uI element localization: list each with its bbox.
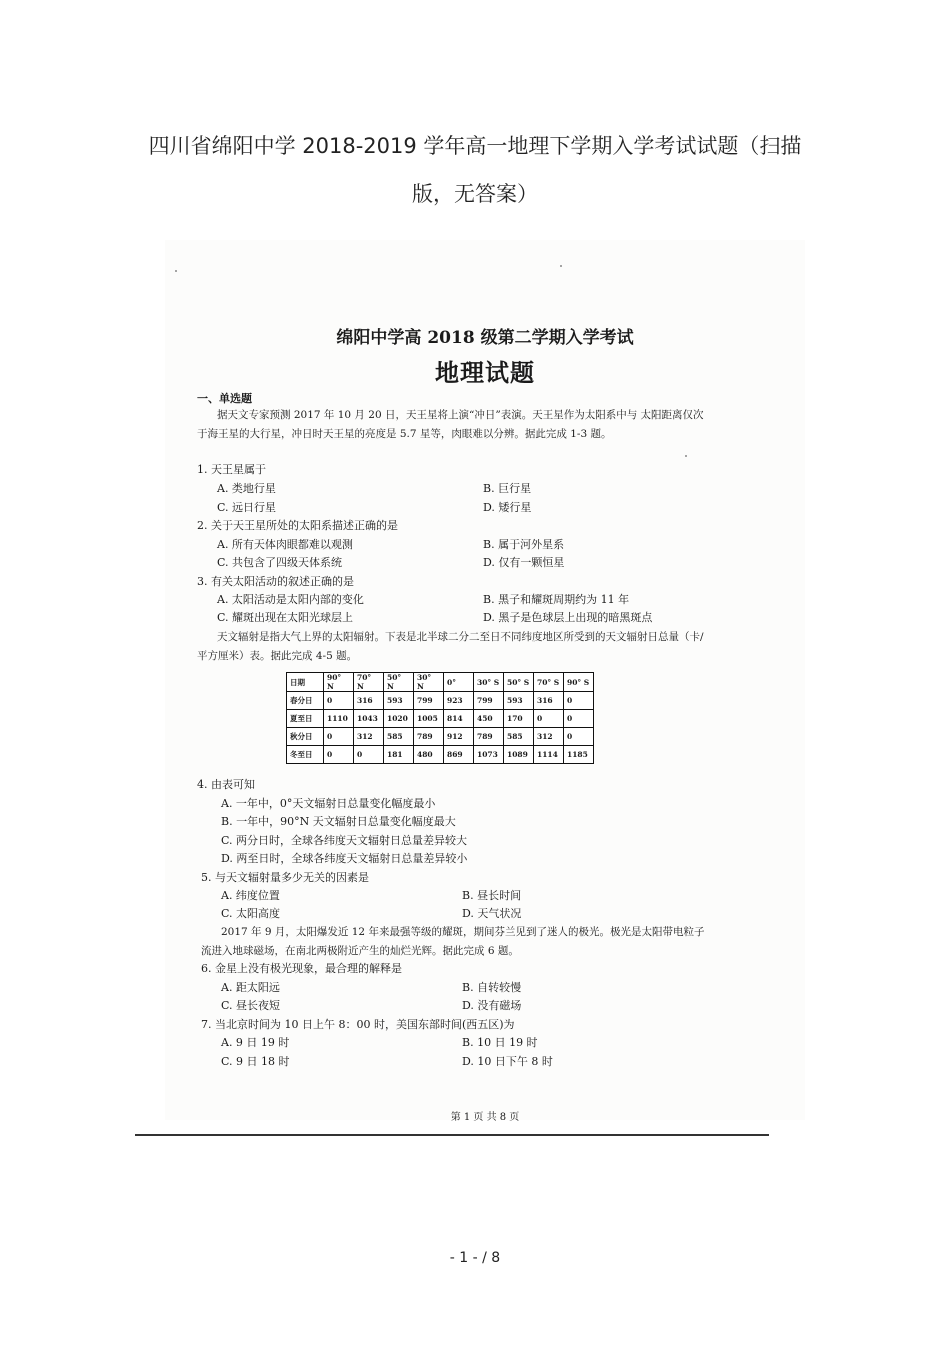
q5-option-b: B. 昼长时间	[462, 889, 522, 902]
table-header-cell: 70° S	[534, 673, 564, 692]
table-cell: 923	[444, 692, 474, 710]
q3-option-c: C. 耀斑出现在太阳光球层上	[217, 611, 354, 624]
q3-option-b: B. 黑子和耀斑周期约为 11 年	[483, 593, 630, 606]
radiation-table	[286, 672, 594, 764]
q4-option-a: A. 一年中，0°天文辐射日总量变化幅度最小	[221, 797, 436, 810]
table-cell: 450	[474, 710, 504, 728]
table-header-cell: 0°	[444, 673, 474, 692]
q7-option-c: C. 9 日 18 时	[221, 1055, 290, 1068]
table-header-cell: 日期	[287, 673, 324, 692]
scan-speck	[175, 270, 177, 272]
table-row	[287, 692, 594, 710]
q6-option-a: A. 距太阳远	[221, 981, 280, 994]
table-header-cell: 50° N	[384, 673, 414, 692]
q1-option-c: C. 远日行星	[217, 501, 277, 514]
table-header-cell: 30° N	[414, 673, 444, 692]
q5-stem: 5. 与天文辐射量多少无关的因素是	[201, 871, 369, 884]
table-cell: 170	[504, 710, 534, 728]
q1-option-b: B. 巨行星	[483, 482, 532, 495]
q2-option-b: B. 属于河外星系	[483, 538, 565, 551]
table-cell: 1114	[534, 746, 564, 764]
q4-stem: 4. 由表可知	[197, 778, 255, 791]
document-title-line1: 四川省绵阳中学 2018-2019 学年高一地理下学期入学考试试题（扫描	[148, 134, 802, 158]
q3-option-d: D. 黑子是色球层上出现的暗黑斑点	[483, 611, 653, 624]
table-cell: 1185	[564, 746, 594, 764]
table-cell: 799	[474, 692, 504, 710]
table-cell: 0	[534, 710, 564, 728]
exam-page-footer: 第 1 页 共 8 页	[450, 1112, 520, 1123]
q7-option-a: A. 9 日 19 时	[221, 1036, 290, 1049]
table-cell: 0	[324, 692, 354, 710]
table-cell: 789	[414, 728, 444, 746]
document-title	[120, 122, 830, 218]
q4-option-d: D. 两至日时，全球各纬度天文辐射日总量差异较小	[221, 852, 468, 865]
exam-school-title: 绵阳中学高 2018 级第二学期入学考试	[336, 328, 634, 348]
table-cell: 夏至日	[287, 710, 324, 728]
table-cell: 593	[504, 692, 534, 710]
page-number: - 1 - / 8	[449, 1250, 501, 1266]
table-cell: 312	[354, 728, 384, 746]
table-header-cell: 50° S	[504, 673, 534, 692]
table-header-cell: 90° N	[324, 673, 354, 692]
table-cell: 1089	[504, 746, 534, 764]
exam-subject-title: 地理试题	[435, 358, 535, 387]
table-cell: 0	[324, 728, 354, 746]
q2-option-a: A. 所有天体肉眼都难以观测	[217, 538, 353, 551]
q3-stem: 3. 有关太阳活动的叙述正确的是	[197, 575, 354, 588]
q2-option-c: C. 共包含了四级天体系统	[217, 556, 343, 569]
scan-speck	[560, 265, 562, 267]
table-cell: 0	[324, 746, 354, 764]
table-cell: 181	[384, 746, 414, 764]
scan-speck	[685, 455, 687, 457]
table-cell: 585	[504, 728, 534, 746]
table-cell: 789	[474, 728, 504, 746]
q7-option-d: D. 10 日下午 8 时	[462, 1055, 553, 1068]
table-cell: 0	[564, 692, 594, 710]
table-cell: 1005	[414, 710, 444, 728]
table-header-row	[287, 673, 594, 692]
table-cell: 秋分日	[287, 728, 324, 746]
table-cell: 585	[384, 728, 414, 746]
q5-option-c: C. 太阳高度	[221, 907, 281, 920]
table-cell: 0	[564, 728, 594, 746]
table-cell: 316	[354, 692, 384, 710]
table-header-cell: 90° S	[564, 673, 594, 692]
document-title-line2: 版，无答案）	[412, 182, 538, 206]
q6-option-b: B. 自转较慢	[462, 981, 522, 994]
intro-passage-1: 据天文专家预测 2017 年 10 月 20 日，天王星将上演“冲日”表演。天王星作为太阳系中与 太阳距离仅次于海王星的大行星，冲日时天王星的亮度是 5.7 星等，肉眼难以分辨。据此完成 1-3 题。	[197, 409, 704, 440]
q1-stem: 1. 天王星属于	[197, 463, 266, 476]
table-cell: 1020	[384, 710, 414, 728]
q6-option-d: D. 没有磁场	[462, 999, 522, 1012]
table-cell: 312	[534, 728, 564, 746]
table-cell: 0	[564, 710, 594, 728]
q7-stem: 7. 当北京时间为 10 日上午 8：00 时，美国东部时间(西五区)为	[201, 1018, 515, 1031]
q6-stem: 6. 金星上没有极光现象，最合理的解释是	[201, 962, 402, 975]
section-heading: 一、单选题	[197, 392, 252, 405]
table-cell: 814	[444, 710, 474, 728]
q6-option-c: C. 昼长夜短	[221, 999, 281, 1012]
table-row	[287, 710, 594, 728]
table-cell: 869	[444, 746, 474, 764]
table-header-cell: 70° N	[354, 673, 384, 692]
q5-option-d: D. 天气状况	[462, 907, 522, 920]
table-cell: 316	[534, 692, 564, 710]
q7-option-b: B. 10 日 19 时	[462, 1036, 538, 1049]
table-cell: 冬至日	[287, 746, 324, 764]
table-cell: 0	[354, 746, 384, 764]
table-cell: 799	[414, 692, 444, 710]
q4-option-c: C. 两分日时，全球各纬度天文辐射日总量差异较大	[221, 834, 468, 847]
q3-option-a: A. 太阳活动是太阳内部的变化	[217, 593, 364, 606]
table-cell: 1110	[324, 710, 354, 728]
table-cell: 1043	[354, 710, 384, 728]
table-row	[287, 728, 594, 746]
intro-passage-3: 2017 年 9 月，太阳爆发近 12 年来最强等级的耀斑，期间芬兰见到了迷人的极光。极光是太阳带电粒子流进入地球磁场，在南北两极附近产生的灿烂光辉。据此完成 6 题。	[201, 926, 705, 957]
scanned-exam-page	[165, 240, 805, 1123]
table-cell: 1073	[474, 746, 504, 764]
table-header-cell: 30° S	[474, 673, 504, 692]
table-row	[287, 746, 594, 764]
q4-option-b: B. 一年中，90°N 天文辐射日总量变化幅度最大	[221, 815, 456, 828]
q5-option-a: A. 纬度位置	[221, 889, 280, 902]
table-cell: 912	[444, 728, 474, 746]
table-cell: 480	[414, 746, 444, 764]
intro-passage-2: 天文辐射是指大气上界的太阳辐射。下表是北半球二分二至日不同纬度地区所受到的天文辐射日总量（卡/平方厘米）表。据此完成 4-5 题。	[197, 631, 704, 662]
table-cell: 春分日	[287, 692, 324, 710]
q2-stem: 2. 关于天王星所处的太阳系描述正确的是	[197, 519, 398, 532]
scan-bottom-rule	[135, 1134, 769, 1136]
q2-option-d: D. 仅有一颗恒星	[483, 556, 565, 569]
q1-option-d: D. 矮行星	[483, 501, 532, 514]
table-cell: 593	[384, 692, 414, 710]
q1-option-a: A. 类地行星	[217, 482, 276, 495]
